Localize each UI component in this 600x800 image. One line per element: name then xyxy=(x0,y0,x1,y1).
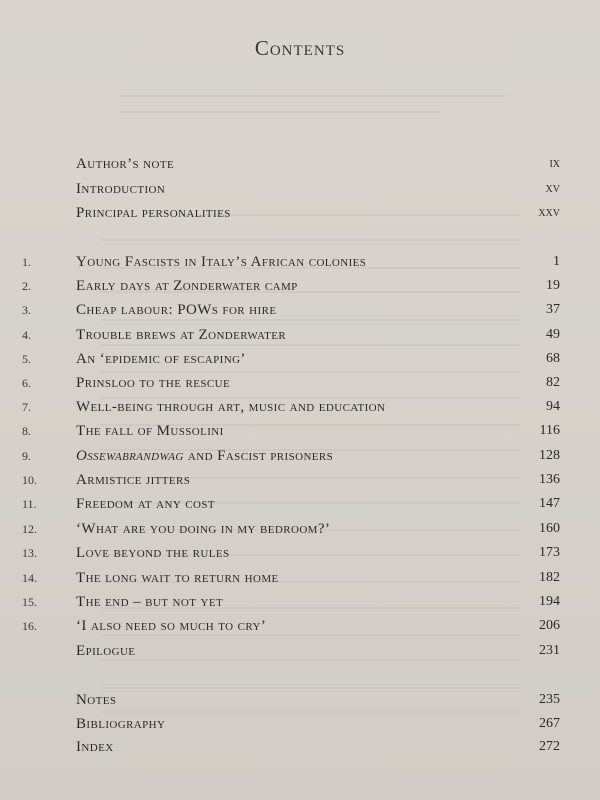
entry-page: ix xyxy=(549,156,560,171)
chapter-title: Armistice jitters xyxy=(76,472,191,488)
chapter-page: 37 xyxy=(546,302,560,317)
chapter-title: ‘What are you doing in my bedroom?’ xyxy=(76,521,331,537)
chapter-title-rest: and Fascist prisoners xyxy=(183,448,334,464)
chapter-title: An ‘epidemic of escaping’ xyxy=(76,351,246,367)
toc-entry-introduction xyxy=(0,179,600,199)
chapter-title: Well-being through art, music and education xyxy=(76,399,386,415)
chapter-number: 1. xyxy=(22,255,31,269)
toc-chapter-6 xyxy=(0,373,600,393)
chapter-page: 94 xyxy=(546,399,560,414)
toc-entry-bibliography xyxy=(0,714,600,734)
toc-chapter-16 xyxy=(0,616,600,636)
toc-chapter-8 xyxy=(0,421,600,441)
toc-chapter-2 xyxy=(0,276,600,296)
entry-label: Principal personalities xyxy=(76,205,231,221)
chapter-title: Young Fascists in Italy’s African colonies xyxy=(76,254,367,270)
chapter-number: 9. xyxy=(22,449,31,463)
toc-chapter-12 xyxy=(0,519,600,539)
chapter-page: 136 xyxy=(539,472,560,487)
chapter-page: 173 xyxy=(539,545,560,560)
chapter-number: 6. xyxy=(22,376,31,390)
toc-entry-epilogue xyxy=(0,641,600,661)
chapter-page: 82 xyxy=(546,375,560,390)
entry-page: xv xyxy=(545,181,560,196)
chapter-number: 10. xyxy=(22,473,37,487)
toc-chapter-1 xyxy=(0,252,600,272)
chapter-number: 7. xyxy=(22,400,31,414)
chapter-page: 19 xyxy=(546,278,560,293)
chapter-page: 1 xyxy=(553,254,560,269)
chapter-page: 206 xyxy=(539,618,560,633)
chapter-title: Trouble brews at Zonderwater xyxy=(76,327,287,343)
entry-label: Index xyxy=(76,739,114,755)
chapter-page: 49 xyxy=(546,327,560,342)
entry-label: Introduction xyxy=(76,181,166,197)
toc-chapter-7 xyxy=(0,397,600,417)
toc-chapter-9 xyxy=(0,446,600,466)
chapter-title: The end – but not yet xyxy=(76,594,224,610)
chapter-title: Early days at Zonderwater camp xyxy=(76,278,298,294)
chapter-title: ‘I also need so much to cry’ xyxy=(76,618,267,634)
toc-chapter-10 xyxy=(0,470,600,490)
toc-entry-authors-note xyxy=(0,154,600,174)
toc-chapter-13 xyxy=(0,543,600,563)
entry-label: Epilogue xyxy=(76,643,136,659)
chapter-title: Love beyond the rules xyxy=(76,545,230,561)
entry-label: Notes xyxy=(76,692,117,708)
entry-page: 267 xyxy=(539,716,560,731)
chapter-title: The long wait to return home xyxy=(76,570,279,586)
chapter-number: 12. xyxy=(22,522,37,536)
chapter-number: 15. xyxy=(22,595,37,609)
chapter-number: 16. xyxy=(22,619,37,633)
page-title: Contents xyxy=(254,36,346,60)
toc-entry-principal-personalities xyxy=(0,203,600,223)
chapter-title: Cheap labour: POWs for hire xyxy=(76,302,277,318)
chapter-number: 14. xyxy=(22,571,37,585)
toc-chapter-14 xyxy=(0,568,600,588)
entry-label: Author’s note xyxy=(76,156,175,172)
toc-entry-index xyxy=(0,737,600,757)
chapter-number: 4. xyxy=(22,328,31,342)
toc-chapter-15 xyxy=(0,592,600,612)
chapter-page: 128 xyxy=(539,448,560,463)
chapter-number: 11. xyxy=(22,497,37,511)
toc-chapter-5 xyxy=(0,349,600,369)
chapter-title xyxy=(76,446,333,466)
chapter-number: 2. xyxy=(22,279,31,293)
toc-chapter-3 xyxy=(0,300,600,320)
entry-page: xxv xyxy=(538,205,560,220)
entry-page: 231 xyxy=(539,643,560,658)
toc-entry-notes xyxy=(0,690,600,710)
chapter-title: Freedom at any cost xyxy=(76,496,216,512)
chapter-number: 13. xyxy=(22,546,37,560)
chapter-page: 68 xyxy=(546,351,560,366)
chapter-page: 160 xyxy=(539,521,560,536)
chapter-number: 5. xyxy=(22,352,31,366)
entry-page: 272 xyxy=(539,739,560,754)
chapter-title: The fall of Mussolini xyxy=(76,423,224,439)
toc-chapter-11 xyxy=(0,494,600,514)
entry-label: Bibliography xyxy=(76,716,166,732)
chapter-title-italic: Ossewabrandwag xyxy=(76,448,184,464)
chapter-page: 194 xyxy=(539,594,560,609)
chapter-title: Prinsloo to the rescue xyxy=(76,375,231,391)
toc-chapter-4 xyxy=(0,325,600,345)
chapter-number: 3. xyxy=(22,303,31,317)
chapter-page: 147 xyxy=(539,496,560,511)
chapter-page: 116 xyxy=(539,423,560,438)
chapter-page: 182 xyxy=(539,570,560,585)
entry-page: 235 xyxy=(539,692,560,707)
chapter-number: 8. xyxy=(22,424,31,438)
